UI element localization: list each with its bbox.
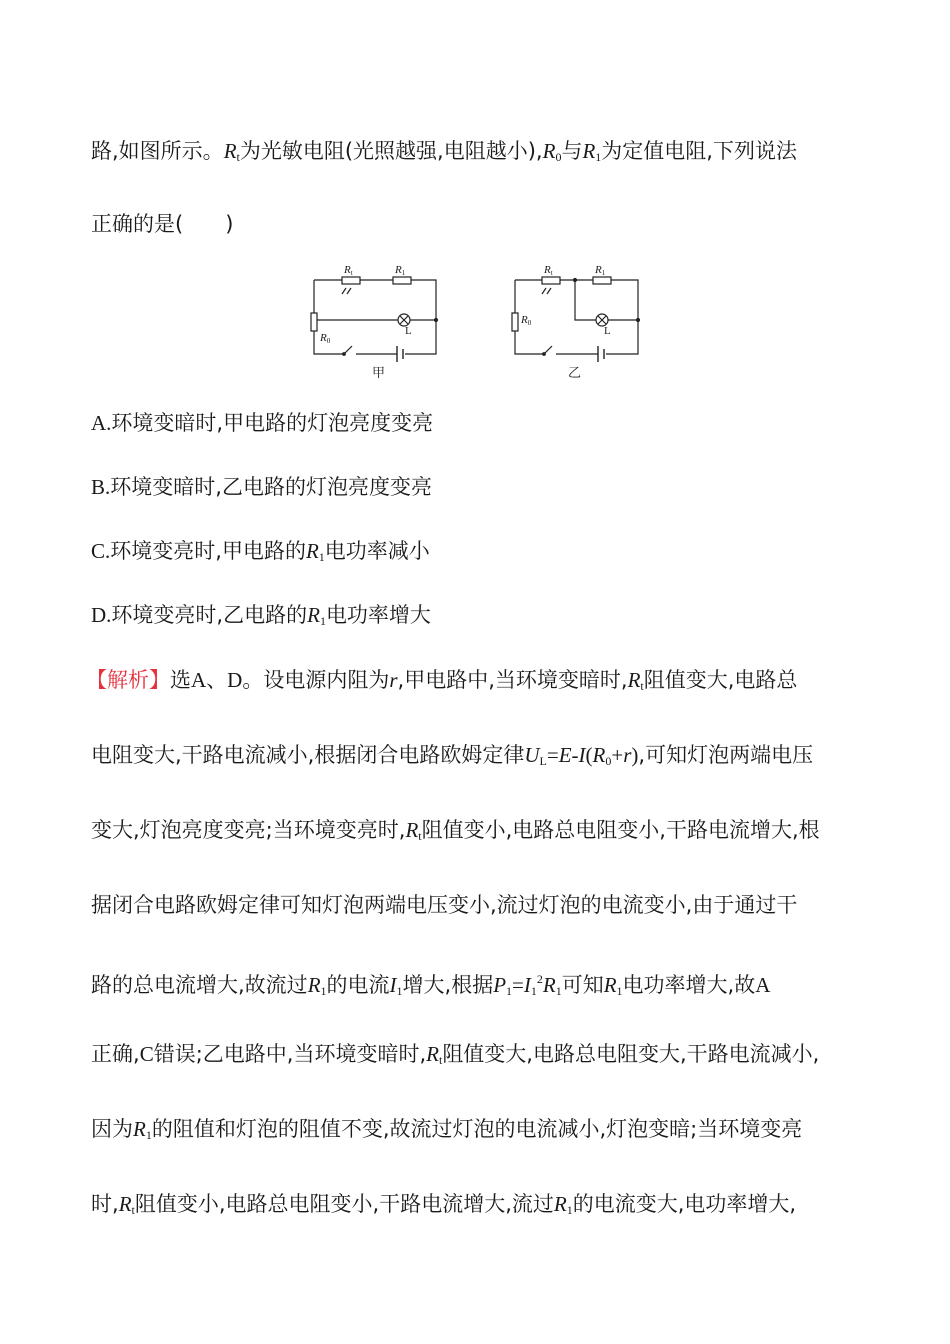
- var: R: [627, 668, 641, 692]
- symbol: -: [571, 743, 579, 767]
- sub: 1: [320, 984, 327, 998]
- option-c: [91, 536, 871, 572]
- label-r0-left: R0: [320, 332, 331, 345]
- var: R: [553, 1192, 567, 1216]
- analysis-line-2: [91, 740, 871, 776]
- text: 与: [561, 139, 583, 163]
- option-text: 电功率增大: [325, 603, 431, 627]
- sub: 1: [595, 150, 602, 164]
- var: R: [603, 973, 617, 997]
- sub: 1: [506, 984, 513, 998]
- option-text: 环境变暗时,乙电路的灯泡亮度变亮: [110, 475, 432, 499]
- sub: t: [131, 1203, 135, 1217]
- option-text: 环境变暗时,甲电路的灯泡亮度变亮: [111, 411, 434, 435]
- text: 、: [206, 668, 228, 692]
- option-letter: C.: [91, 539, 111, 563]
- circuit-figure: [300, 260, 660, 385]
- label-r0-right: R0: [521, 314, 532, 327]
- r0-resistor-right: [512, 313, 518, 331]
- var: R: [592, 743, 606, 767]
- text: 变大,灯泡亮度变亮;当环境变亮时,: [91, 818, 406, 842]
- option-text: 环境变亮时,乙电路的: [111, 603, 308, 627]
- var: R: [426, 1042, 439, 1066]
- analysis-line-7: [91, 1114, 871, 1150]
- var: I: [578, 743, 586, 767]
- text: 的阻值和灯泡的阻值不变,故流过灯泡的电流减小,灯泡变暗;当环境变亮: [151, 1117, 803, 1141]
- symbol: =: [546, 743, 559, 767]
- rt-resistor-right: [542, 277, 560, 284]
- sub: t: [438, 1053, 443, 1067]
- option-letter: A.: [91, 411, 112, 435]
- sub: 0: [555, 150, 562, 164]
- label-lamp-right: L: [604, 325, 611, 337]
- var: r: [623, 743, 632, 767]
- analysis-tag: 【解析】: [86, 668, 170, 692]
- sub: 1: [566, 1203, 573, 1217]
- analysis-line-1: [86, 665, 866, 701]
- option-text: 环境变亮时,甲电路的: [110, 539, 306, 563]
- sub: t: [236, 150, 240, 164]
- label-r1-left: R1: [395, 264, 406, 277]
- analysis-line-6: [91, 1039, 871, 1075]
- symbol: (: [585, 743, 593, 767]
- label-rt-left: Rt: [344, 264, 353, 277]
- var-r: R: [307, 603, 320, 627]
- var-r: R: [582, 139, 596, 163]
- circuit-diagram: [300, 260, 660, 385]
- r0-resistor-left: [311, 313, 317, 331]
- r1-resistor-right: [593, 277, 611, 284]
- var: R: [307, 973, 321, 997]
- sup: 2: [536, 972, 543, 986]
- sub: 1: [616, 984, 623, 998]
- sub: 1: [145, 1128, 152, 1142]
- var-r: R: [223, 139, 237, 163]
- label-lamp-left: L: [405, 325, 412, 337]
- option-text: 电功率减小: [324, 539, 430, 563]
- text: 。设电源内阻为: [242, 668, 390, 692]
- text: 的电流变大,电功率增大,: [572, 1192, 797, 1216]
- caption-left: 甲: [372, 365, 386, 380]
- analysis-line-4: 据闭合电路欧姆定律可知灯泡两端电压变小,流过灯泡的电流变小,由于通过干: [91, 893, 798, 917]
- var-r: R: [305, 539, 319, 563]
- text: 正确,: [91, 1042, 140, 1066]
- text: 阻值变小,电路总电阻变小,干路电流增大,流过: [134, 1192, 554, 1216]
- text: 阻值变大,电路总电阻变大,干路电流减小,: [442, 1042, 820, 1066]
- option-d: [91, 600, 871, 636]
- text: 为光敏电阻(光照越强,电阻越小),: [239, 139, 543, 163]
- option-letter: B.: [91, 475, 111, 499]
- sub: t: [418, 829, 422, 843]
- text: 阻值变小,电路总电阻变小,干路电流增大,根: [421, 818, 820, 842]
- answer: A: [191, 668, 207, 692]
- var: P: [493, 973, 507, 997]
- text: 电功率增大,故: [622, 973, 756, 997]
- sub: 1: [396, 984, 403, 998]
- answer: D: [227, 668, 243, 692]
- text: 时,: [91, 1192, 119, 1216]
- var: R: [542, 973, 556, 997]
- sub: t: [640, 679, 644, 693]
- label-r1-right: R1: [595, 264, 606, 277]
- option-a: [91, 408, 871, 438]
- var: I: [389, 973, 397, 997]
- var: R: [405, 818, 419, 842]
- text: 可知: [561, 973, 604, 997]
- option-b: [91, 472, 871, 502]
- text: ,可知灯泡两端电压: [638, 743, 814, 767]
- analysis-line-8: [91, 1189, 871, 1225]
- symbol: =: [512, 973, 524, 997]
- var: r: [389, 668, 398, 692]
- rt-resistor-left: [342, 277, 360, 284]
- text: 因为: [91, 1117, 133, 1141]
- question-line-2: 正确的是( ): [91, 212, 234, 236]
- sub: 0: [605, 754, 612, 768]
- symbol: ): [631, 743, 639, 767]
- question-line-1: [91, 136, 871, 172]
- var: U: [524, 743, 540, 767]
- sub: 1: [530, 984, 537, 998]
- text: 增大,根据: [402, 973, 494, 997]
- var: R: [118, 1192, 132, 1216]
- symbol: +: [611, 743, 624, 767]
- text: 为定值电阻,下列说法: [601, 139, 797, 163]
- answer: C: [139, 1042, 154, 1066]
- text: 的电流: [326, 973, 390, 997]
- answer: A: [755, 973, 771, 997]
- sub: 1: [319, 614, 326, 628]
- text: 选: [170, 668, 191, 692]
- text: 阻值变大,电路总: [643, 668, 798, 692]
- analysis-line-3: [91, 815, 871, 851]
- var: R: [133, 1117, 146, 1141]
- text: ,甲电路中,当环境变暗时,: [397, 668, 628, 692]
- label-rt-right: Rt: [544, 264, 553, 277]
- r1-resistor-left: [393, 277, 411, 284]
- sub: 1: [555, 984, 562, 998]
- caption-right: 乙: [568, 365, 582, 380]
- text: 错误;乙电路中,当环境变暗时,: [153, 1042, 427, 1066]
- var: I: [523, 973, 531, 997]
- text: 路的总电流增大,故流过: [91, 973, 308, 997]
- var: E: [558, 743, 572, 767]
- var-r: R: [542, 139, 556, 163]
- text: 路,如图所示。: [91, 139, 224, 163]
- sub: L: [539, 754, 547, 768]
- sub: 1: [318, 550, 325, 564]
- text: 电阻变大,干路电流减小,根据闭合电路欧姆定律: [91, 743, 525, 767]
- option-letter: D.: [91, 603, 112, 627]
- analysis-line-5: [91, 964, 871, 1006]
